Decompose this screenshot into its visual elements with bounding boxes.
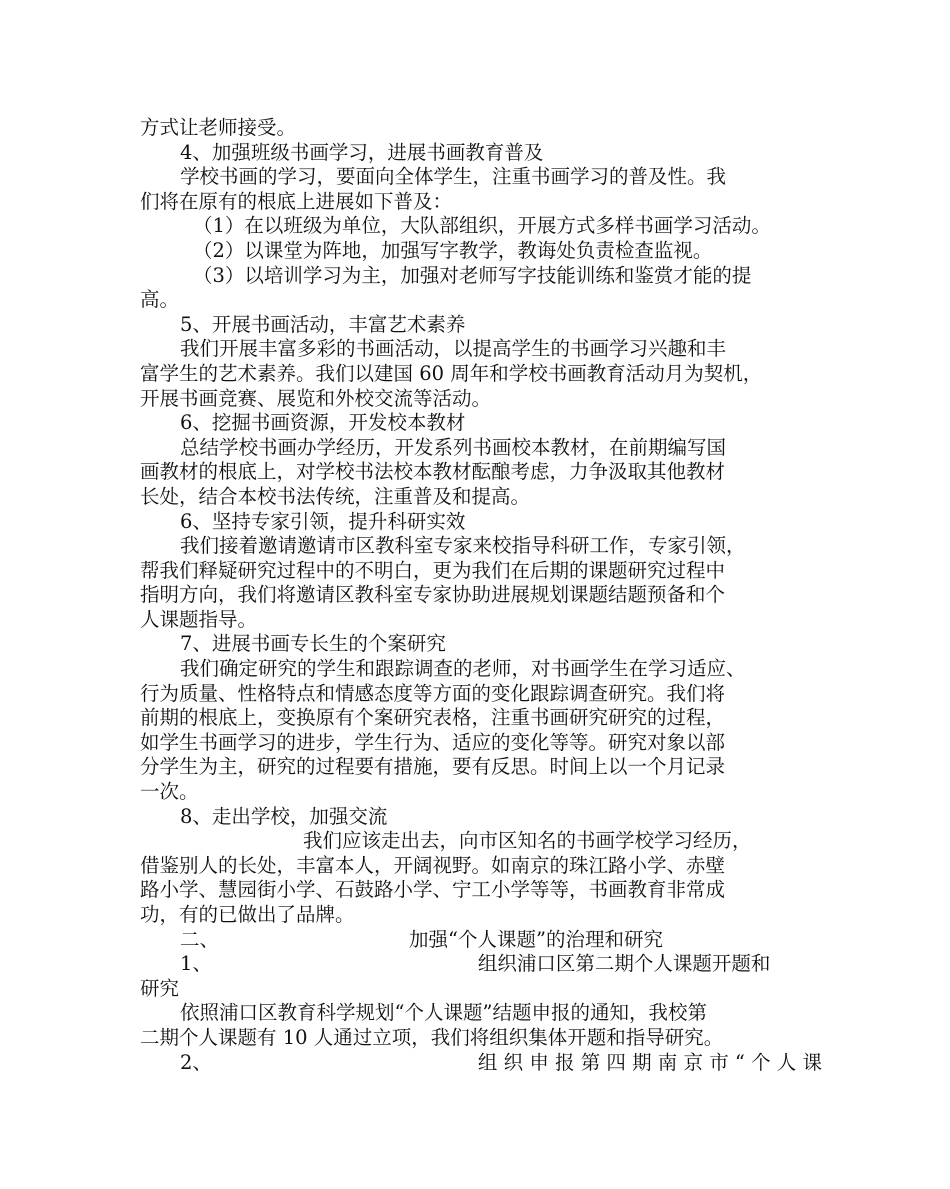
section-heading: 4、加强班级书画学习，进展书画教育普及	[180, 140, 544, 164]
text-line: 我们确定研究的学生和跟踪调查的老师，对书画学生在学习适应、	[180, 657, 746, 681]
text-line: 我们开展丰富多彩的书画活动，以提高学生的书画学习兴趣和丰	[180, 337, 727, 361]
section-heading: 7、进展书画专长生的个案研究	[180, 632, 446, 656]
subsection-heading-2	[140, 1050, 822, 1076]
text-line: 前期的根底上，变换原有个案研究表格，注重书画研究研究的过程，	[140, 706, 726, 730]
text-line: 方式让老师接受。	[140, 116, 297, 139]
subsection-number: 2、	[180, 1050, 212, 1074]
text-line: 指明方向，我们将邀请区教科室专家协助进展规划课题结题预备和个	[140, 583, 726, 607]
subsection-number: 1、	[180, 952, 212, 976]
text-line: 如学生书画学习的进步，学生行为、适应的变化等等。研究对象以部	[140, 730, 726, 754]
subsection-title: 组 织 申 报 第 四 期 南 京 市 “ 个 人 课	[477, 1050, 822, 1074]
text-line: 我们应该走出去，向市区知名的书画学校学习经历，	[303, 829, 752, 853]
text-line: 高。	[140, 288, 180, 312]
text-line: 长处，结合本校书法传统，注重普及和提高。	[140, 484, 531, 508]
text-line: 二期个人课题有 10 人通过立项，我们将组织集体开题和指导研究。	[140, 1025, 724, 1049]
list-item: （2）以课堂为阵地，加强写字教学，教诲处负责检查监视。	[193, 238, 713, 262]
subsection-title: 组织浦口区第二期个人课题开题和	[477, 952, 771, 976]
text-line: 我们接着邀请邀请市区教科室专家来校指导科研工作，专家引领，	[180, 534, 746, 558]
text-line: 帮我们释疑研究过程中的不明白，更为我们在后期的课题研究过程中	[140, 558, 726, 582]
section-heading: 6、坚持专家引领，提升科研实效	[180, 509, 466, 533]
text-line: 人课题指导。	[140, 607, 258, 631]
text-line: 功，有的已做出了品牌。	[140, 903, 355, 926]
text-line: 依照浦口区教育科学规划“个人课题”结题申报的通知，我校第	[180, 1001, 707, 1025]
text-line: 学校书画的学习，要面向全体学生，注重书画学习的普及性。我	[180, 165, 727, 189]
section-heading: 8、走出学校，加强交流	[180, 804, 388, 828]
text-line: 一次。	[140, 780, 199, 804]
text-line: 研究	[140, 976, 180, 1000]
subsection-heading-1	[140, 952, 812, 977]
text-line: 总结学校书画办学经历，开发系列书画校本教材，在前期编写国	[180, 435, 727, 459]
section-heading-2	[140, 928, 812, 953]
text-line: 开展书画竞赛、展览和外校交流等活动。	[140, 386, 492, 410]
document-page	[140, 116, 822, 1075]
text-line: 路小学、慧园街小学、石鼓路小学、宁工小学等等，书画教育非常成	[140, 878, 726, 902]
text-line: 们将在原有的根底上进展如下普及：	[140, 189, 453, 213]
section-title: 加强“个人课题”的治理和研究	[409, 927, 663, 951]
text-line: 分学生为主，研究的过程要有措施，要有反思。时间上以一个月记录	[140, 755, 726, 779]
text-line: 画教材的根底上，对学校书法校本教材酝酿考虑，力争汲取其他教材	[140, 460, 726, 484]
text-line: 行为质量、性格特点和情感态度等方面的变化跟踪调查研究。我们将	[140, 681, 726, 705]
list-item: （1）在以班级为单位，大队部组织，开展方式多样书画学习活动。	[193, 214, 771, 238]
text-line: 借鉴别人的长处，丰富本人，开阔视野。如南京的珠江路小学、赤壁	[140, 853, 726, 877]
section-number: 二、	[180, 927, 220, 951]
text-line: 富学生的艺术素养。我们以建国 60 周年和学校书画教育活动月为契机，	[140, 361, 763, 385]
section-heading: 5、开展书画活动，丰富艺术素养	[180, 312, 466, 336]
section-heading: 6、挖掘书画资源，开发校本教材	[180, 411, 466, 435]
list-item: （3）以培训学习为主，加强对老师写字技能训练和鉴赏才能的提	[193, 263, 752, 287]
